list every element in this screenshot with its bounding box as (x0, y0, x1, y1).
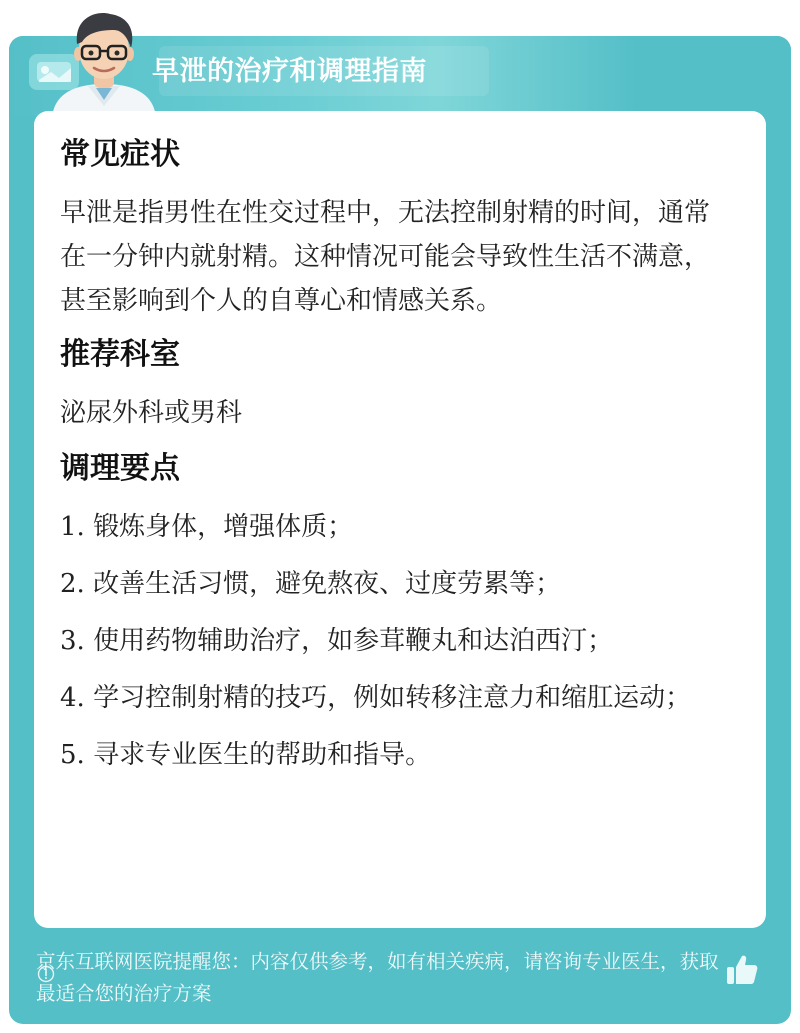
disclaimer-text: 京东互联网医院提醒您：内容仅供参考，如有相关疾病，请咨询专业医生，获取最适合您的治疗方案 (36, 950, 719, 1005)
tips-heading: 调理要点 (60, 451, 180, 486)
list-item-number: 1. (60, 512, 85, 542)
list-item-text: 学习控制射精的技巧，例如转移注意力和缩肛运动； (93, 683, 692, 713)
tips-list (60, 505, 730, 777)
list-item (60, 619, 730, 663)
list-item (60, 562, 730, 606)
list-item (60, 505, 730, 549)
list-item-text: 锻炼身体，增强体质； (93, 512, 354, 542)
list-item (60, 676, 730, 720)
thumbs-up-icon[interactable] (724, 952, 760, 988)
page-title: 早泄的治疗和调理指南 (152, 56, 427, 87)
list-item-text: 改善生活习惯，避免熬夜、过度劳累等； (93, 569, 562, 599)
symptoms-text: 早泄是指男性在性交过程中，无法控制射精的时间，通常在一分钟内就射精。这种情况可能会导致性生活不满意，甚至影响到个人的自尊心和情感关系。 (60, 198, 711, 316)
department-text: 泌尿外科或男科 (60, 398, 243, 428)
list-item-text: 寻求专业医生的帮助和指导。 (93, 740, 432, 770)
department-heading: 推荐科室 (60, 337, 180, 372)
list-item-number: 3. (60, 626, 85, 656)
list-item (60, 733, 730, 777)
card-content (60, 133, 730, 790)
list-item-number: 5. (60, 740, 85, 770)
list-item-number: 4. (60, 683, 85, 713)
list-item-number: 2. (60, 569, 85, 599)
content-card (34, 111, 766, 928)
doctor-avatar-icon (44, 8, 164, 118)
list-item-text: 使用药物辅助治疗，如参茸鞭丸和达泊西汀； (93, 626, 614, 656)
symptoms-heading: 常见症状 (60, 137, 180, 172)
